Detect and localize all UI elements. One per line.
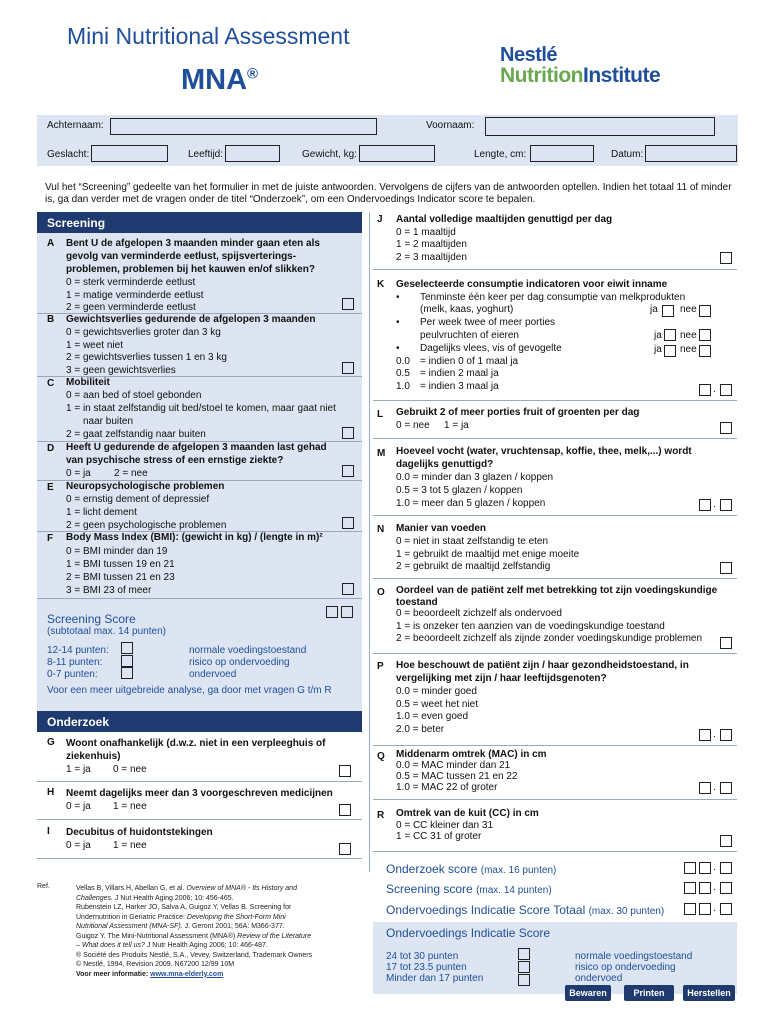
logo-institute: Institute: [582, 64, 661, 87]
label-datum: Datum:: [611, 149, 644, 160]
question-l: Gebruikt 2 of meer porties fruit of groenten per dag: [396, 407, 640, 418]
answer-box-i[interactable]: [339, 843, 351, 855]
reference-2-cont: [76, 913, 361, 923]
option-b-1: 1 = weet niet: [66, 340, 123, 351]
logo-nutrition: Nutrition: [500, 64, 583, 87]
screening-score-title: Screening Score: [47, 612, 136, 626]
divider: [373, 515, 737, 516]
option-a-0: 0 = sterk verminderde eetlust: [66, 277, 196, 288]
option-f-3: 3 = BMI 23 of meer: [66, 585, 152, 596]
total-score-box-2[interactable]: [699, 903, 711, 915]
range-0-7: 0-7 punten:: [47, 669, 98, 680]
k1-ja-box[interactable]: [662, 305, 674, 317]
question-b: Gewichtsverlies gedurende de afgelopen 3 maanden: [66, 314, 316, 325]
total-score-box-3[interactable]: [720, 903, 732, 915]
range-12-14-desc: normale voedingstoestand: [189, 645, 307, 656]
range-8-11-desc: risico op ondervoeding: [189, 657, 290, 668]
divider: [373, 799, 737, 800]
label-achternaam: Achternaam:: [47, 120, 104, 131]
question-letter-m: M: [377, 448, 386, 459]
onderzoek-score-text: Onderzoek score: [386, 862, 478, 876]
option-e-0: 0 = ernstig dement of depressief: [66, 494, 210, 505]
indicator-box-2[interactable]: [518, 961, 530, 973]
question-a-line2: gevolg van verminderde eetlust, spijsverterings-: [66, 251, 297, 262]
option-c-0: 0 = aan bed of stoel gebonden: [66, 390, 202, 401]
option-m-2: 1.0 = meer dan 5 glazen / koppen: [396, 498, 546, 509]
ref1-title-cont: Challenges.: [76, 894, 113, 902]
k-bullet-3: • Dagelijks vlees, vis of gevogelte: [420, 343, 562, 355]
mna-heading: [181, 64, 258, 97]
question-o-line2: toestand: [396, 597, 438, 608]
question-letter-n: N: [377, 524, 385, 535]
k3-nee-box[interactable]: [699, 345, 711, 357]
option-q-0: 0.0 = MAC minder dan 21: [396, 760, 511, 771]
divider: [373, 653, 737, 654]
question-m-line2: dagelijks genuttigd?: [396, 459, 494, 470]
range-8-11-box[interactable]: [121, 655, 133, 667]
more-info-label: Voor meer informatie:: [76, 970, 149, 978]
instructions: Vul het “Screening” gedeelte van het formulier in met de juiste antwoorden. Vervolgens de cijfers van de antwoorden optellen. Indien het totaal 11 of minder is, ga dan verder met de vragen onder de titel “Onderzoek”, om een Ondervoedings Indicator score te bepalen.: [45, 182, 732, 205]
question-letter-h: H: [47, 787, 55, 798]
k-score-2: 1.0: [396, 381, 410, 392]
k-bullet-1-cont: (melk, kaas, yoghurt): [420, 304, 514, 315]
option-b-2: 2 = gewichtsverlies tussen 1 en 3 kg: [66, 352, 227, 363]
k2-nee-box[interactable]: [699, 329, 711, 341]
question-c: Mobiliteit: [66, 377, 110, 388]
k3-ja-label: ja: [654, 344, 662, 355]
ref2-title-cont: Nutritional Assessment (MNA-SF).: [76, 923, 183, 930]
option-j-1: 1 = 2 maaltijden: [396, 239, 467, 250]
logo-line1: Nestlé: [500, 44, 558, 66]
divider: [373, 745, 737, 746]
k1-ja-label: ja: [650, 304, 658, 315]
option-p-2: 1.0 = even goed: [396, 711, 469, 722]
option-m-0: 0.0 = minder dan 3 glazen / koppen: [396, 472, 554, 483]
question-letter-l: L: [377, 409, 384, 420]
k2-ja-label: ja: [654, 330, 662, 341]
option-l-1: 1 = ja: [444, 420, 469, 431]
total-score-box-1[interactable]: [684, 903, 696, 915]
question-f: Body Mass Index (BMI): (gewicht in kg) / (lengte in m)²: [66, 532, 323, 543]
lengte-input[interactable]: [530, 145, 594, 162]
question-e: Neuropsychologische problemen: [66, 481, 225, 492]
question-letter-b: B: [47, 314, 55, 325]
reference-2-cont2: [76, 922, 361, 932]
question-letter-g: G: [47, 737, 55, 748]
question-r: Omtrek van de kuit (CC) in cm: [396, 808, 539, 819]
onderzoek-score-box-1[interactable]: [684, 862, 696, 874]
screening-score-subtitle: (subtotaal max. 14 punten): [47, 626, 166, 637]
screening-score-text: Screening score: [386, 882, 473, 896]
print-button[interactable]: Printen: [624, 985, 674, 1001]
option-g-0: 0 = nee: [113, 764, 147, 775]
divider: [373, 269, 737, 270]
answer-box-d[interactable]: [342, 465, 354, 477]
option-i-0: 0 = ja: [66, 840, 91, 851]
question-letter-q: Q: [377, 751, 385, 762]
answer-box-h[interactable]: [339, 804, 351, 816]
screening-score-label: [386, 882, 552, 896]
k-score-2-desc: = indien 3 maal ja: [420, 381, 499, 392]
option-f-0: 0 = BMI minder dan 19: [66, 546, 168, 557]
question-letter-r: R: [377, 810, 385, 821]
question-g-line1: Woont onafhankelijk (d.w.z. niet in een verpleeghuis of: [66, 738, 326, 749]
onderzoek-header: Onderzoek: [37, 711, 362, 732]
option-p-3: 2.0 = beter: [396, 724, 445, 735]
option-c-2: 2 = gaat zelfstandig naar buiten: [66, 429, 206, 440]
ref-label: Ref.: [37, 883, 50, 890]
question-d-line1: Heeft U gedurende de afgelopen 3 maanden last gehad: [66, 442, 327, 453]
question-letter-e: E: [47, 482, 54, 493]
k-bullet-1: • Tenminste één keer per dag consumptie van melkprodukten: [420, 292, 685, 304]
option-e-1: 1 = licht dement: [66, 507, 137, 518]
voornaam-input[interactable]: [485, 117, 715, 136]
k-score-0: 0.0: [396, 356, 410, 367]
label-geslacht: Geslacht:: [47, 149, 90, 160]
question-o-line1: Oordeel van de patiënt zelf met betrekking tot zijn voedingskundige: [396, 585, 718, 596]
question-letter-k: K: [377, 279, 385, 290]
achternaam-input[interactable]: [110, 118, 377, 135]
screening-total-box-3[interactable]: [720, 882, 732, 894]
question-k: Geselecteerde consumptie indicatoren voor eiwit inname: [396, 279, 668, 290]
label-gewicht: Gewicht, kg:: [302, 149, 358, 160]
option-c-1: 1 = in staat zelfstandig uit bed/stoel te komen, maar gaat niet: [66, 403, 336, 414]
k-bullet-2-cont: peulvruchten of eieren: [420, 330, 519, 341]
reference-2: Rubenstein LZ, Harker JO, Salva A, Guigoz Y, Vellas B. Screening for: [76, 904, 292, 911]
option-h-1: 1 = nee: [113, 801, 147, 812]
k3-ja-box[interactable]: [664, 345, 676, 357]
decimal-point: .: [713, 882, 716, 893]
answer-box-c[interactable]: [342, 427, 354, 439]
nestle-nutrition-institute-logo: [498, 44, 728, 94]
reference-3: [76, 932, 361, 942]
question-a-line1: Bent U de afgelopen 3 maanden minder gaan eten als: [66, 238, 320, 249]
indicator-range-2: 17 tot 23.5 punten: [386, 962, 467, 973]
question-j: Aantal volledige maaltijden genuttigd per dag: [396, 214, 613, 225]
question-letter-o: O: [377, 587, 385, 598]
question-n: Manier van voeden: [396, 523, 487, 534]
divider: [37, 858, 362, 859]
k-score-1: 0.5: [396, 368, 410, 379]
label-leeftijd: Leeftijd:: [188, 149, 224, 160]
divider: [373, 851, 737, 852]
references-block: [76, 884, 361, 979]
datum-input[interactable]: [645, 145, 737, 162]
reference-1-cont: [76, 894, 361, 904]
k2-ja-box[interactable]: [664, 329, 676, 341]
k1-nee-box[interactable]: [699, 305, 711, 317]
option-o-1: 1 = is onzeker ten aanzien van de voedingskundige toestand: [396, 621, 665, 632]
option-m-1: 0.5 = 3 tot 5 glazen / koppen: [396, 485, 523, 496]
question-q: Middenarm omtrek (MAC) in cm: [396, 749, 547, 760]
answer-box-p-dec[interactable]: [720, 729, 732, 741]
reference-1: [76, 884, 361, 894]
option-e-2: 2 = geen psychologische problemen: [66, 520, 227, 531]
decimal-point: .: [713, 782, 716, 793]
decimal-point: .: [713, 384, 716, 395]
option-r-1: 1 = CC 31 of groter: [396, 831, 482, 842]
indicator-desc-1: normale voedingstoestand: [575, 951, 693, 962]
decimal-point: .: [713, 903, 716, 914]
ref3-title: Review of the Literature: [237, 932, 312, 940]
option-a-2: 2 = geen verminderde eetlust: [66, 302, 196, 313]
option-q-2: 1.0 = MAC 22 of groter: [396, 782, 498, 793]
decimal-point: .: [713, 499, 716, 510]
option-b-0: 0 = gewichtsverlies groter dan 3 kg: [66, 327, 221, 338]
option-r-0: 0 = CC kleiner dan 31: [396, 820, 494, 831]
range-0-7-desc: ondervoed: [189, 669, 237, 680]
ref2-cont: Undernutrition in Geriatric Practice:: [76, 913, 185, 921]
option-o-2: 2 = beoordeelt zichzelf als zijnde zonder voedingskundige problemen: [396, 633, 703, 644]
divider: [373, 400, 737, 401]
range-12-14: 12-14 punten:: [47, 645, 109, 656]
indicator-range-3: Minder dan 17 punten: [386, 973, 484, 984]
screening-header: Screening: [37, 212, 362, 233]
option-d-0: 0 = ja: [66, 468, 91, 479]
question-letter-c: C: [47, 378, 55, 389]
save-button[interactable]: Bewaren: [565, 985, 611, 1001]
total-score-label: [386, 903, 664, 917]
divider: [373, 438, 737, 439]
question-m-line1: Hoeveel vocht (water, vruchtensap, koffie, thee, melk,...) wordt: [396, 446, 692, 457]
option-n-1: 1 = gebruikt de maaltijd met enige moeite: [396, 549, 580, 560]
question-letter-f: F: [47, 533, 54, 544]
leeftijd-input[interactable]: [225, 145, 280, 162]
option-l-0: 0 = nee: [396, 420, 430, 431]
onderzoek-score-box-2[interactable]: [699, 862, 711, 874]
registered-mark: ®: [247, 65, 259, 83]
option-q-1: 0.5 = MAC tussen 21 en 22: [396, 771, 518, 782]
continue-note: Voor een meer uitgebreide analyse, ga door met vragen G t/m R: [47, 685, 332, 696]
question-d-line2: van psychische stress of een ernstige ziekte?: [66, 455, 284, 466]
reference-3-cont: [76, 941, 361, 951]
question-letter-p: P: [377, 661, 384, 672]
question-letter-d: D: [47, 443, 55, 454]
k-score-1-desc: = indien 2 maal ja: [420, 368, 499, 379]
divider: [37, 598, 362, 599]
option-p-1: 0.5 = weet het niet: [396, 699, 479, 710]
gewicht-input[interactable]: [359, 145, 435, 162]
question-g-line2: ziekenhuis): [66, 751, 121, 762]
answer-box-p-int[interactable]: [699, 729, 711, 741]
option-n-0: 0 = niet in staat zelfstandig te eten: [396, 536, 549, 547]
indicator-title: Ondervoedings Indicatie Score: [386, 926, 551, 940]
option-f-2: 2 = BMI tussen 21 en 23: [66, 572, 175, 583]
answer-box-m-dec[interactable]: [720, 499, 732, 511]
reset-button[interactable]: Herstellen: [683, 985, 735, 1001]
ref1-authors: Vellas B, Villars H, Abellan G, et al.: [76, 885, 185, 892]
option-c-1-cont: naar buiten: [83, 416, 134, 427]
question-a-line3: problemen, problemen bij het kauwen en/of slikken?: [66, 264, 315, 275]
total-score-text: Ondervoedings Indicatie Score Totaal: [386, 903, 586, 917]
total-score-max: (max. 30 punten): [588, 906, 665, 917]
option-n-2: 2 = gebruikt de maaltijd zelfstandig: [396, 561, 551, 572]
option-g-1: 1 = ja: [66, 764, 91, 775]
mna-text: MNA: [181, 64, 248, 96]
option-p-0: 0.0 = minder goed: [396, 686, 477, 697]
answer-box-f[interactable]: [342, 583, 354, 595]
answer-box-g[interactable]: [339, 765, 351, 777]
question-p-line2: vergelijking met zijn / haar leeftijdsgenoten?: [396, 673, 607, 684]
divider: [373, 578, 737, 579]
range-8-11: 8-11 punten:: [47, 657, 103, 668]
copyright-note: © Nestlé, 1994, Revision 2009. N67200 12/99 10M: [76, 961, 235, 968]
more-info: [76, 970, 361, 980]
trademark-note: ® Société des Produits Nestlé, S.A., Vevey, Switzerland, Trademark Owners: [76, 951, 313, 959]
ref2-title: Developing the Short-Form Mini: [186, 913, 286, 921]
screening-score-box-2[interactable]: [341, 606, 353, 618]
k2-nee-label: nee: [680, 330, 697, 341]
screening-total-box-2[interactable]: [699, 882, 711, 894]
decimal-point: .: [713, 729, 716, 740]
mna-website-link[interactable]: www.mna-elderly.com: [150, 970, 224, 978]
indicator-desc-2: risico op ondervoeding: [575, 962, 676, 973]
answer-box-e[interactable]: [342, 517, 354, 529]
logo-line2: [500, 64, 660, 88]
ref1-journal: J Nut Health Aging 2006; 10: 456-465.: [114, 894, 234, 902]
onderzoek-score-label: [386, 862, 556, 876]
indicator-desc-3: ondervoed: [575, 973, 623, 984]
onderzoek-score-box-3[interactable]: [720, 862, 732, 874]
answer-box-o[interactable]: [720, 637, 732, 649]
option-a-1: 1 = matige verminderde eetlust: [66, 290, 204, 301]
indicator-range-1: 24 tot 30 punten: [386, 951, 459, 962]
option-f-1: 1 = BMI tussen 19 en 21: [66, 559, 175, 570]
option-o-0: 0 = beoordeelt zichzelf als ondervoed: [396, 608, 562, 619]
range-0-7-box[interactable]: [121, 667, 133, 679]
question-p-line1: Hoe beschouwt de patiënt zijn / haar gezondheidstoestand, in: [396, 660, 689, 671]
answer-box-k-dec[interactable]: [720, 384, 732, 396]
range-12-14-box[interactable]: [121, 642, 133, 654]
divider: [37, 781, 362, 782]
option-i-1: 1 = nee: [113, 840, 147, 851]
answer-box-k-int[interactable]: [699, 384, 711, 396]
divider: [37, 819, 362, 820]
option-j-0: 0 = 1 maaltijd: [396, 227, 456, 238]
question-letter-a: A: [47, 238, 55, 249]
geslacht-input[interactable]: [91, 145, 168, 162]
answer-box-b[interactable]: [342, 362, 354, 374]
question-letter-j: J: [377, 214, 383, 225]
page-title: Mini Nutritional Assessment: [67, 23, 350, 49]
k3-nee-label: nee: [680, 344, 697, 355]
screening-score-box-1[interactable]: [326, 606, 338, 618]
answer-box-r[interactable]: [720, 835, 732, 847]
screening-score-max: (max. 14 punten): [476, 885, 552, 896]
k-bullet-2: • Per week twee of meer porties: [420, 317, 555, 329]
question-letter-i: I: [47, 826, 50, 837]
k-score-0-desc: = indien 0 of 1 maal ja: [420, 356, 519, 367]
answer-box-j[interactable]: [720, 252, 732, 264]
k1-nee-label: nee: [680, 304, 697, 315]
answer-box-l[interactable]: [720, 422, 732, 434]
ref3-authors: Guigoz Y. The Mini-Nutritional Assessment (MNA®): [76, 932, 236, 940]
option-h-0: 0 = ja: [66, 801, 91, 812]
screening-total-box-1[interactable]: [684, 882, 696, 894]
answer-box-n[interactable]: [720, 562, 732, 574]
label-voornaam: Voornaam:: [426, 120, 475, 131]
answer-box-q-int[interactable]: [699, 782, 711, 794]
decimal-point: .: [713, 862, 716, 873]
ref3-title-cont: – What does it tell us?: [76, 942, 145, 949]
column-divider: [369, 212, 370, 872]
answer-box-a[interactable]: [342, 298, 354, 310]
option-j-2: 2 = 3 maaltijden: [396, 252, 467, 263]
label-lengte: Lengte, cm:: [474, 149, 527, 160]
answer-box-m-int[interactable]: [699, 499, 711, 511]
ref3-journal: J Nutr Health Aging 2006; 10: 466-487.: [146, 942, 268, 949]
ref2-journal: J. Geront 2001; 56A: M366-377.: [184, 923, 285, 930]
onderzoek-score-max: (max. 16 punten): [480, 865, 557, 876]
question-h: Neemt dagelijks meer dan 3 voorgeschreven medicijnen: [66, 788, 333, 799]
answer-box-q-dec[interactable]: [720, 782, 732, 794]
indicator-box-3[interactable]: [518, 974, 530, 986]
ref1-title: Overview of MNA® - Its History and: [186, 885, 297, 892]
indicator-box-1[interactable]: [518, 948, 530, 960]
option-b-3: 3 = geen gewichtsverlies: [66, 365, 176, 376]
option-d-2: 2 = nee: [114, 468, 148, 479]
question-i: Decubitus of huidontstekingen: [66, 827, 213, 838]
